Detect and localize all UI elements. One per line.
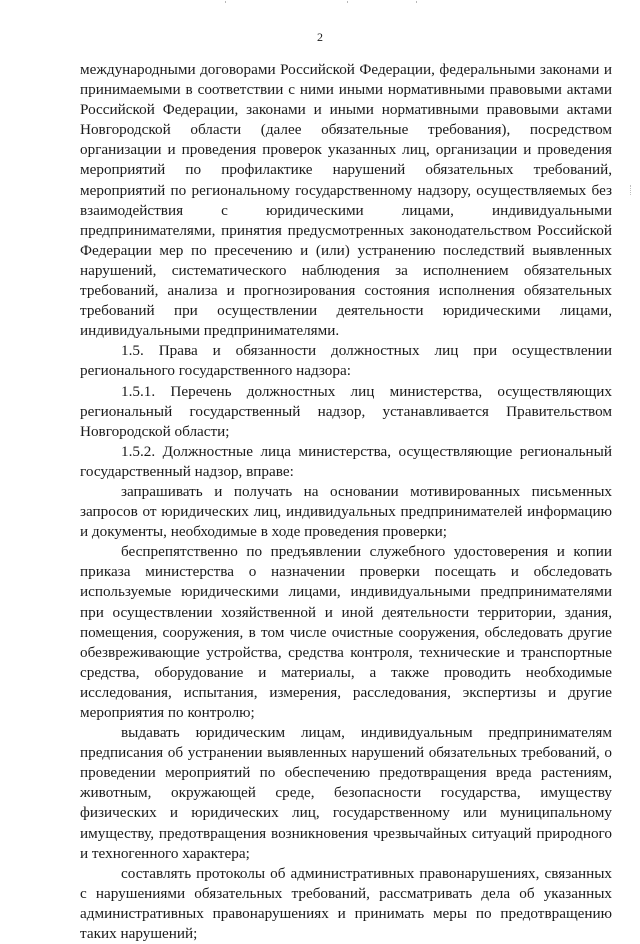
- page-number: 2: [317, 30, 323, 44]
- scan-artifact-dot: [416, 1, 417, 3]
- paragraph-right-protocols: составлять протоколы об административных правонарушениях, связанных с нарушениями обязательных требований, рассматривать дела об указанных административных правонарушениях и принимать меры по предотвращению таких нарушений;: [80, 864, 612, 943]
- paragraph-section-1-5: 1.5. Права и обязанности должностных лиц при осуществлении регионального государственного надзора:: [80, 342, 612, 380]
- paragraph-section-1-5-2: 1.5.2. Должностные лица министерства, осуществляющие региональный государственный надзор, вправе:: [80, 442, 612, 480]
- paragraph-right-request-info: запрашивать и получать на основании мотивированных письменных запросов от юридических лиц, индивидуальных предпринимателей информацию и документы, необходимые в ходе проведения проверки;: [80, 482, 612, 541]
- paragraph-right-issue-orders: выдавать юридическим лицам, индивидуальным предпринимателям предписания об устранении выявленных нарушений обязательных требований, о проведении мероприятий по обеспечению предотвращения вреда растениям, животным, окружающей среде, безопасности государства, имуществу физических и юридических лиц, государственному или муниципальному имуществу, предотвращения возникновения чрезвычайных ситуаций природного и техногенного характера;: [80, 724, 612, 862]
- scan-artifact-dot: [347, 1, 348, 3]
- document-body: [80, 60, 612, 944]
- paragraph-right-visit-inspect: беспрепятственно по предъявлении служебного удостоверения и копии приказа министерства о назначении проверки посещать и обследовать используемые юридическими лицами, индивидуальными предпринимателями при осуществлении хозяйственной и иной деятельности территории, здания, помещения, сооружения, в том числе очистные сооружения, обследовать другие обезвреживающие устройства, средства контроля, технические и транспортные средства, оборудование и материалы, а также проводить необходимые исследования, испытания, измерения, расследования, экспертизы и другие мероприятия по контролю;: [80, 543, 612, 721]
- scan-artifact-side-mark: [630, 185, 633, 195]
- scan-artifact-dot: [225, 1, 226, 3]
- paragraph-continuation: международными договорами Российской Федерации, федеральными законами и принимаемыми в соответствии с ними иными нормативными правовыми актами Российской Федерации, законами и иными нормативными правовыми актами Новгородской области (далее обязательные требования), посредством организации и проведения проверок указанных лиц, организации и проведения мероприятий по профилактике нарушений обязательных требований, мероприятий по региональному государственному надзору, осуществляемых без взаимодействия с юридическими лицами, индивидуальными предпринимателями, принятия предусмотренных законодательством Российской Федерации мер по пресечению и (или) устранению последствий выявленных нарушений, систематического наблюдения за исполнением обязательных требований, анализа и прогнозирования состояния исполнения обязательных требований при осуществлении деятельности юридическими лицами, индивидуальными предпринимателями.: [80, 61, 612, 340]
- paragraph-section-1-5-1: 1.5.1. Перечень должностных лиц министерства, осуществляющих региональный государственный надзор, устанавливается Правительством Новгородской области;: [80, 382, 612, 440]
